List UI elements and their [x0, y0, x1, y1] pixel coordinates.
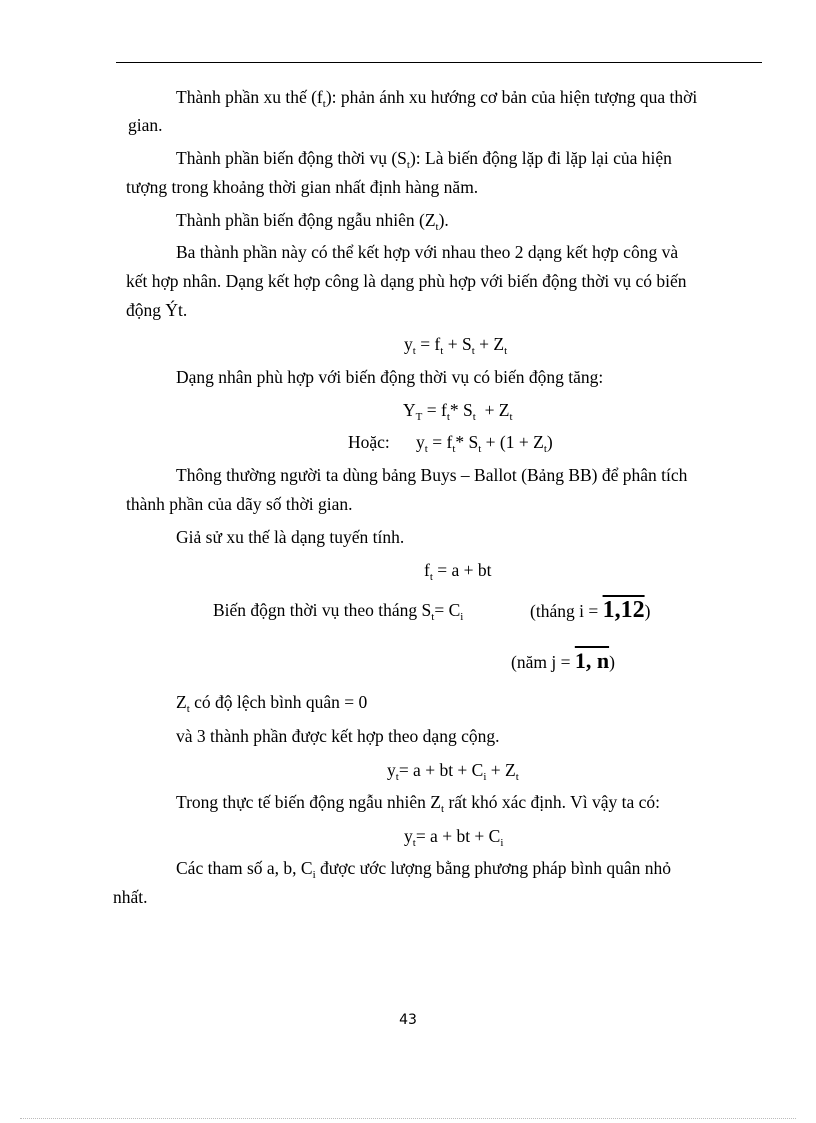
paragraph-buys-ballot-line2: thành phần của dãy số thời gian. — [126, 494, 353, 514]
year-range: (năm j = 1, n) — [511, 648, 615, 673]
formula-full-model: $y_t= a$ + bt + $C_i + Z_t$ — [387, 760, 519, 783]
paragraph-additive-combine: và 3 thành phần được kết hợp theo dạng cộng. — [176, 726, 500, 746]
paragraph-zero-deviation: $Z_t$ có độ lệch bình quân = 0 — [176, 692, 368, 715]
footer-dotted-rule — [20, 1118, 796, 1119]
month-range: (tháng i = 1,12) — [530, 597, 651, 623]
paragraph-combine-line2: kết hợp nhân. Dạng kết hợp công là dạng phù hợp với biến động thời vụ có biến — [126, 271, 687, 291]
formula-multiplicative: $Y_T = f_t*$ $S_t + Z_t$ — [403, 400, 513, 423]
header-rule — [116, 62, 762, 63]
paragraph-combine-line1: Ba thành phần này có thể kết hợp với nhau theo 2 dạng kết hợp công và — [176, 242, 679, 262]
paragraph-estimation-line1: Các tham số a, b, $C_i$ được ước lượng bằng phương pháp bình quân nhỏ — [176, 858, 672, 881]
paragraph-trend-line2: gian. — [128, 115, 163, 135]
paragraph-estimation-line2: nhất. — [113, 887, 148, 907]
paragraph-multiplicative: Dạng nhân phù hợp với biến động thời vụ có biến động tăng: — [176, 367, 604, 387]
formula-alternative: Hoặc: $y_t = f_t*$ $S_t + (1 + Z_t)$ — [348, 432, 553, 455]
paragraph-combine-line3: động Ýt. — [126, 300, 188, 320]
paragraph-buys-ballot-line1: Thông thường người ta dùng bảng Buys – Ballot (Bảng BB) để phân tích — [176, 465, 688, 485]
formula-reduced-model: $y_t= a$ + bt + $C_i$ — [404, 826, 504, 849]
paragraph-seasonal-line2: tượng trong khoảng thời gian nhất định hàng năm. — [126, 177, 479, 197]
paragraph-linear-trend: Giả sử xu thế là dạng tuyến tính. — [176, 527, 405, 547]
seasonal-monthly: Biến độgn thời vụ theo tháng $S_t= C_i$ — [213, 600, 464, 623]
formula-additive: $y_t = f_t + S_t + Z_t$ — [404, 334, 508, 357]
paragraph-seasonal-line1: Thành phần biến động thời vụ $(S_t)$: Là biến động lặp đi lặp lại của hiện — [176, 148, 672, 171]
formula-linear-trend: $f_t = a$ + bt — [424, 560, 492, 583]
paragraph-practice: Trong thực tế biến động ngẫu nhiên $Z_t$ rất khó xác định. Vì vậy ta có: — [176, 792, 661, 815]
paragraph-random: Thành phần biến động ngẫu nhiên $(Z_t)$. — [176, 210, 449, 233]
page-number: 43 — [399, 1012, 417, 1028]
paragraph-trend-line1: Thành phần xu thế $(f_t)$: phản ánh xu hướng cơ bản của hiện tượng qua thời — [176, 87, 698, 110]
